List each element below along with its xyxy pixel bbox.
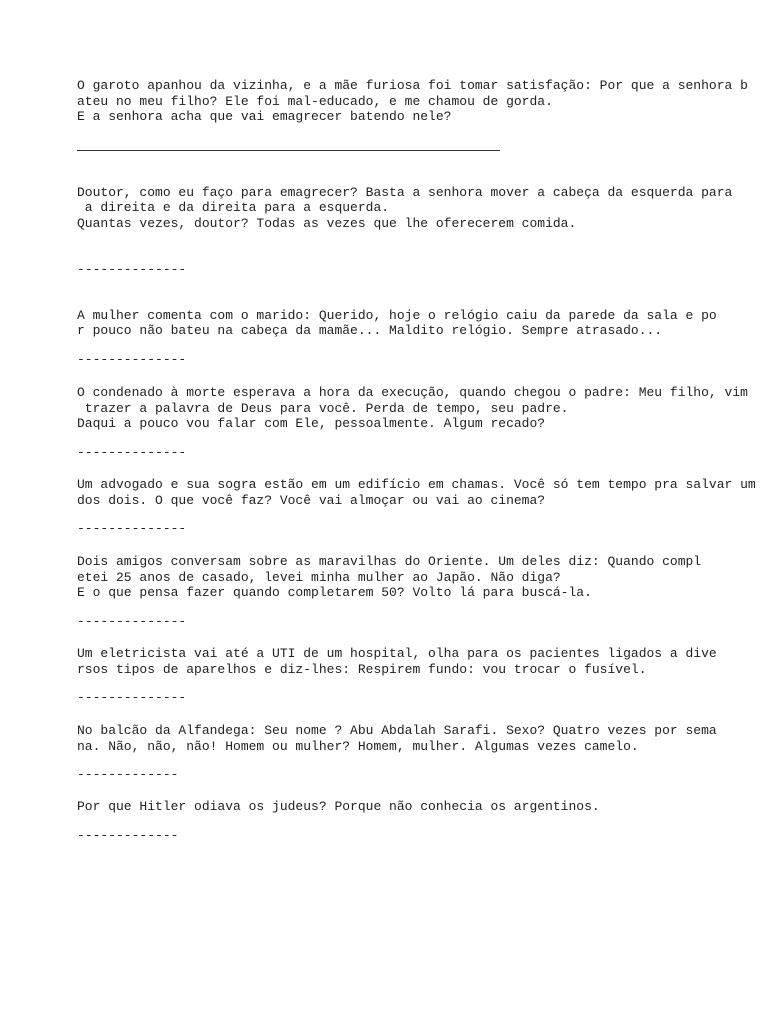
- joke-2-line-1: Doutor, como eu faço para emagrecer? Basta a senhora mover a cabeça da esquerda para: [77, 185, 733, 200]
- joke-5-line-1: Um advogado e sua sogra estão em um edifício em chamas. Você só tem tempo pra salvar um: [77, 477, 756, 492]
- joke-6-line-1: Dois amigos conversam sobre as maravilhas do Oriente. Um deles diz: Quando compl: [77, 554, 702, 569]
- joke-5-line-2: dos dois. O que você faz? Você vai almoçar ou vai ao cinema?: [77, 493, 546, 508]
- separator: --------------: [77, 445, 187, 460]
- joke-4-line-2: trazer a palavra de Deus para você. Perda de tempo, seu padre.: [77, 401, 569, 416]
- joke-8-line-1: No balcão da Alfandega: Seu nome ? Abu Abdalah Sarafi. Sexo? Quatro vezes por sema: [77, 723, 717, 738]
- joke-2-line-2: a direita e da direita para a esquerda.: [77, 200, 390, 215]
- separator: --------------: [77, 690, 187, 705]
- joke-3-line-1: A mulher comenta com o marido: Querido, hoje o relógio caiu da parede da sala e po: [77, 308, 717, 323]
- joke-6-line-2: etei 25 anos de casado, levei minha mulher ao Japão. Não diga?: [77, 570, 561, 585]
- joke-7-line-1: Um eletricista vai até a UTI de um hospital, olha para os pacientes ligados a dive: [77, 646, 717, 661]
- joke-2-line-3: Quantas vezes, doutor? Todas as vezes que lhe oferecerem comida.: [77, 216, 577, 231]
- separator: -------------: [77, 828, 179, 843]
- joke-8-line-2: na. Não, não, não! Homem ou mulher? Homem, mulher. Algumas vezes camelo.: [77, 739, 639, 754]
- joke-1-line-2: ateu no meu filho? Ele foi mal-educado, e me chamou de gorda.: [77, 94, 553, 109]
- separator: --------------: [77, 262, 187, 277]
- separator: --------------: [77, 352, 187, 367]
- separator: --------------: [77, 521, 187, 536]
- joke-4-line-1: O condenado à morte esperava a hora da execução, quando chegou o padre: Meu filho, vim: [77, 385, 748, 400]
- joke-9-line-1: Por que Hitler odiava os judeus? Porque não conhecia os argentinos.: [77, 799, 600, 814]
- joke-1-line-3: E a senhora acha que vai emagrecer batendo nele?: [77, 109, 452, 124]
- separator: --------------: [77, 614, 187, 629]
- joke-7-line-2: rsos tipos de aparelhos e diz-lhes: Respirem fundo: vou trocar o fusível.: [77, 662, 647, 677]
- joke-3-line-2: r pouco não bateu na cabeça da mamãe... Maldito relógio. Sempre atrasado...: [77, 323, 663, 338]
- joke-6-line-3: E o que pensa fazer quando completarem 50? Volto lá para buscá-la.: [77, 585, 592, 600]
- joke-1-line-1: O garoto apanhou da vizinha, e a mãe furiosa foi tomar satisfação: Por que a senhora b: [77, 78, 748, 93]
- separator: -------------: [77, 767, 179, 782]
- joke-4-line-3: Daqui a pouco vou falar com Ele, pessoalmente. Algum recado?: [77, 416, 546, 431]
- horizontal-rule: [77, 150, 500, 151]
